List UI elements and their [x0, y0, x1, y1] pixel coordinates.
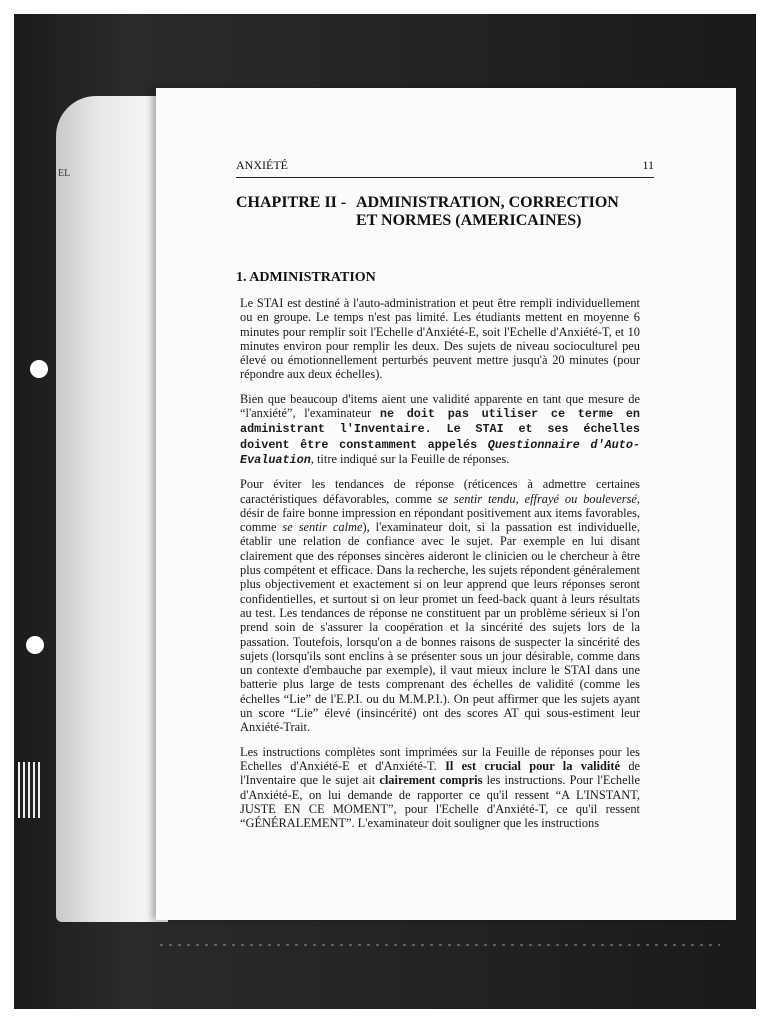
page-number: 11	[642, 158, 654, 172]
questionnaire-title: Questionnaire d'Auto-Evaluation	[240, 437, 640, 467]
paragraph-2-end: , titre indiqué sur la Feuille de réponses.	[310, 451, 510, 466]
running-title: ANXIÉTÉ	[236, 158, 288, 172]
paragraph-2	[240, 392, 640, 467]
paragraph-4-text: Les instructions complètes sont imprimées sur la Feuille de réponses pour les Echelles d'Anxiété-E et d'Anxiété-T.	[240, 744, 640, 773]
chapter-title	[236, 194, 656, 230]
scan-artifact-stripes	[18, 762, 40, 818]
left-page-edge-text: EL	[58, 168, 71, 179]
binder-hole-icon	[26, 636, 44, 654]
paragraph-3	[240, 477, 640, 734]
paragraph-3-text: Pour éviter les tendances de réponse (réticences à admettre certaines caractéristiques défavorables, comme	[240, 477, 640, 506]
paragraph-3-text-2: , désir de faire bonne impression en répondant positivement aux items favorables, comme	[240, 491, 640, 535]
paragraph-4-emphasis-2: clairement compris	[379, 773, 483, 788]
scan-artifact-streak	[160, 944, 720, 946]
paragraph-4-text-3: les instructions. Pour l'Echelle d'Anxiété-E, on lui demande de rapporter ce qu'il ressent “A L'INSTANT, JUSTE EN CE MOMENT”, pour l'Echelle d'Anxiété-T, ce qu'il ressent “GÉNÉRALEMENT”. L'examinateur doit souligner que les instructions	[240, 773, 640, 831]
paragraph-4	[240, 745, 640, 831]
paragraph-3-italic-1: se sentir tendu, effrayé ou bouleversé	[437, 491, 637, 506]
left-book-page	[56, 96, 168, 922]
paragraph-1: Le STAI est destiné à l'auto-administration et peut être rempli individuellement ou en groupe. Le temps n'est pas limité. Les étudiants mettent en moyenne 6 minutes pour remplir soit l'Echelle d'Anxiété-E, soit l'Echelle d'Anxiété-T, et 10 minutes environ pour remplir les deux. Des sujets de niveau socioculturel peu élevé ou émotionnellement perturbés peuvent mettre jusqu'à 20 minutes (pour répondre aux deux échelles).	[240, 296, 640, 382]
paragraph-3-text-3: ), l'examinateur doit, si la passation est individuelle, établir une relation de confiance avec le sujet. Par exemple en lui disant clairement que des réponses sincères aideront le clinicien ou le chercheur à être plus compétent et efficace. Dans la recherche, les sujets répondent généralement plus objectivement et exactement si on leur apprend que leurs réponses seront confidentielles, et surtout si on leur promet un feed-back quant à leurs résultats au test. Les tendances de réponse ne constituent par un problème sérieux si l'on prend soin de s'assurer la coopération et la sincérité des sujets lors de la passation. Toutefois, lorsqu'on a de bonnes raisons de suspecter la sincérité des sujets (lorsqu'ils sont enclins à se présenter sous un jour désirable, comme dans un contexte d'embauche par exemple), il vaut mieux inclure le STAI dans une batterie plus large de tests comprenant des échelles de validité (comme les échelles “Lie” de l'E.P.I. ou du M.M.P.I.). On peut affirmer que les sujets ayant un score “Lie” élevé (insincérité) ont des scores AT qui sous-estiment leur Anxiété-Trait.	[240, 520, 641, 735]
running-header	[236, 158, 654, 178]
chapter-number: CHAPITRE II -	[236, 194, 347, 211]
chapter-title-line1: ADMINISTRATION, CORRECTION	[356, 194, 619, 211]
paragraph-2-emphasis: ne doit pas utiliser ce terme en administrant l'Inventaire. Le STAI et ses échelles doivent être constamment appelés	[240, 407, 640, 452]
paragraph-4-emphasis-1: Il est crucial pour la validité	[445, 758, 620, 773]
paragraph-2-text: Bien que beaucoup d'items aient une validité apparente en tant que mesure de “l'anxiété”, l'examinateur	[240, 391, 640, 421]
body-text	[240, 296, 640, 840]
right-book-page	[156, 88, 736, 920]
binder-hole-icon	[30, 360, 48, 378]
section-heading: 1. ADMINISTRATION	[236, 270, 376, 285]
paragraph-4-text-2: de l'Inventaire que le sujet ait	[240, 758, 641, 788]
paragraph-3-italic-2: se sentir calme	[282, 520, 363, 535]
chapter-title-line2: ET NORMES (AMERICAINES)	[356, 212, 582, 229]
